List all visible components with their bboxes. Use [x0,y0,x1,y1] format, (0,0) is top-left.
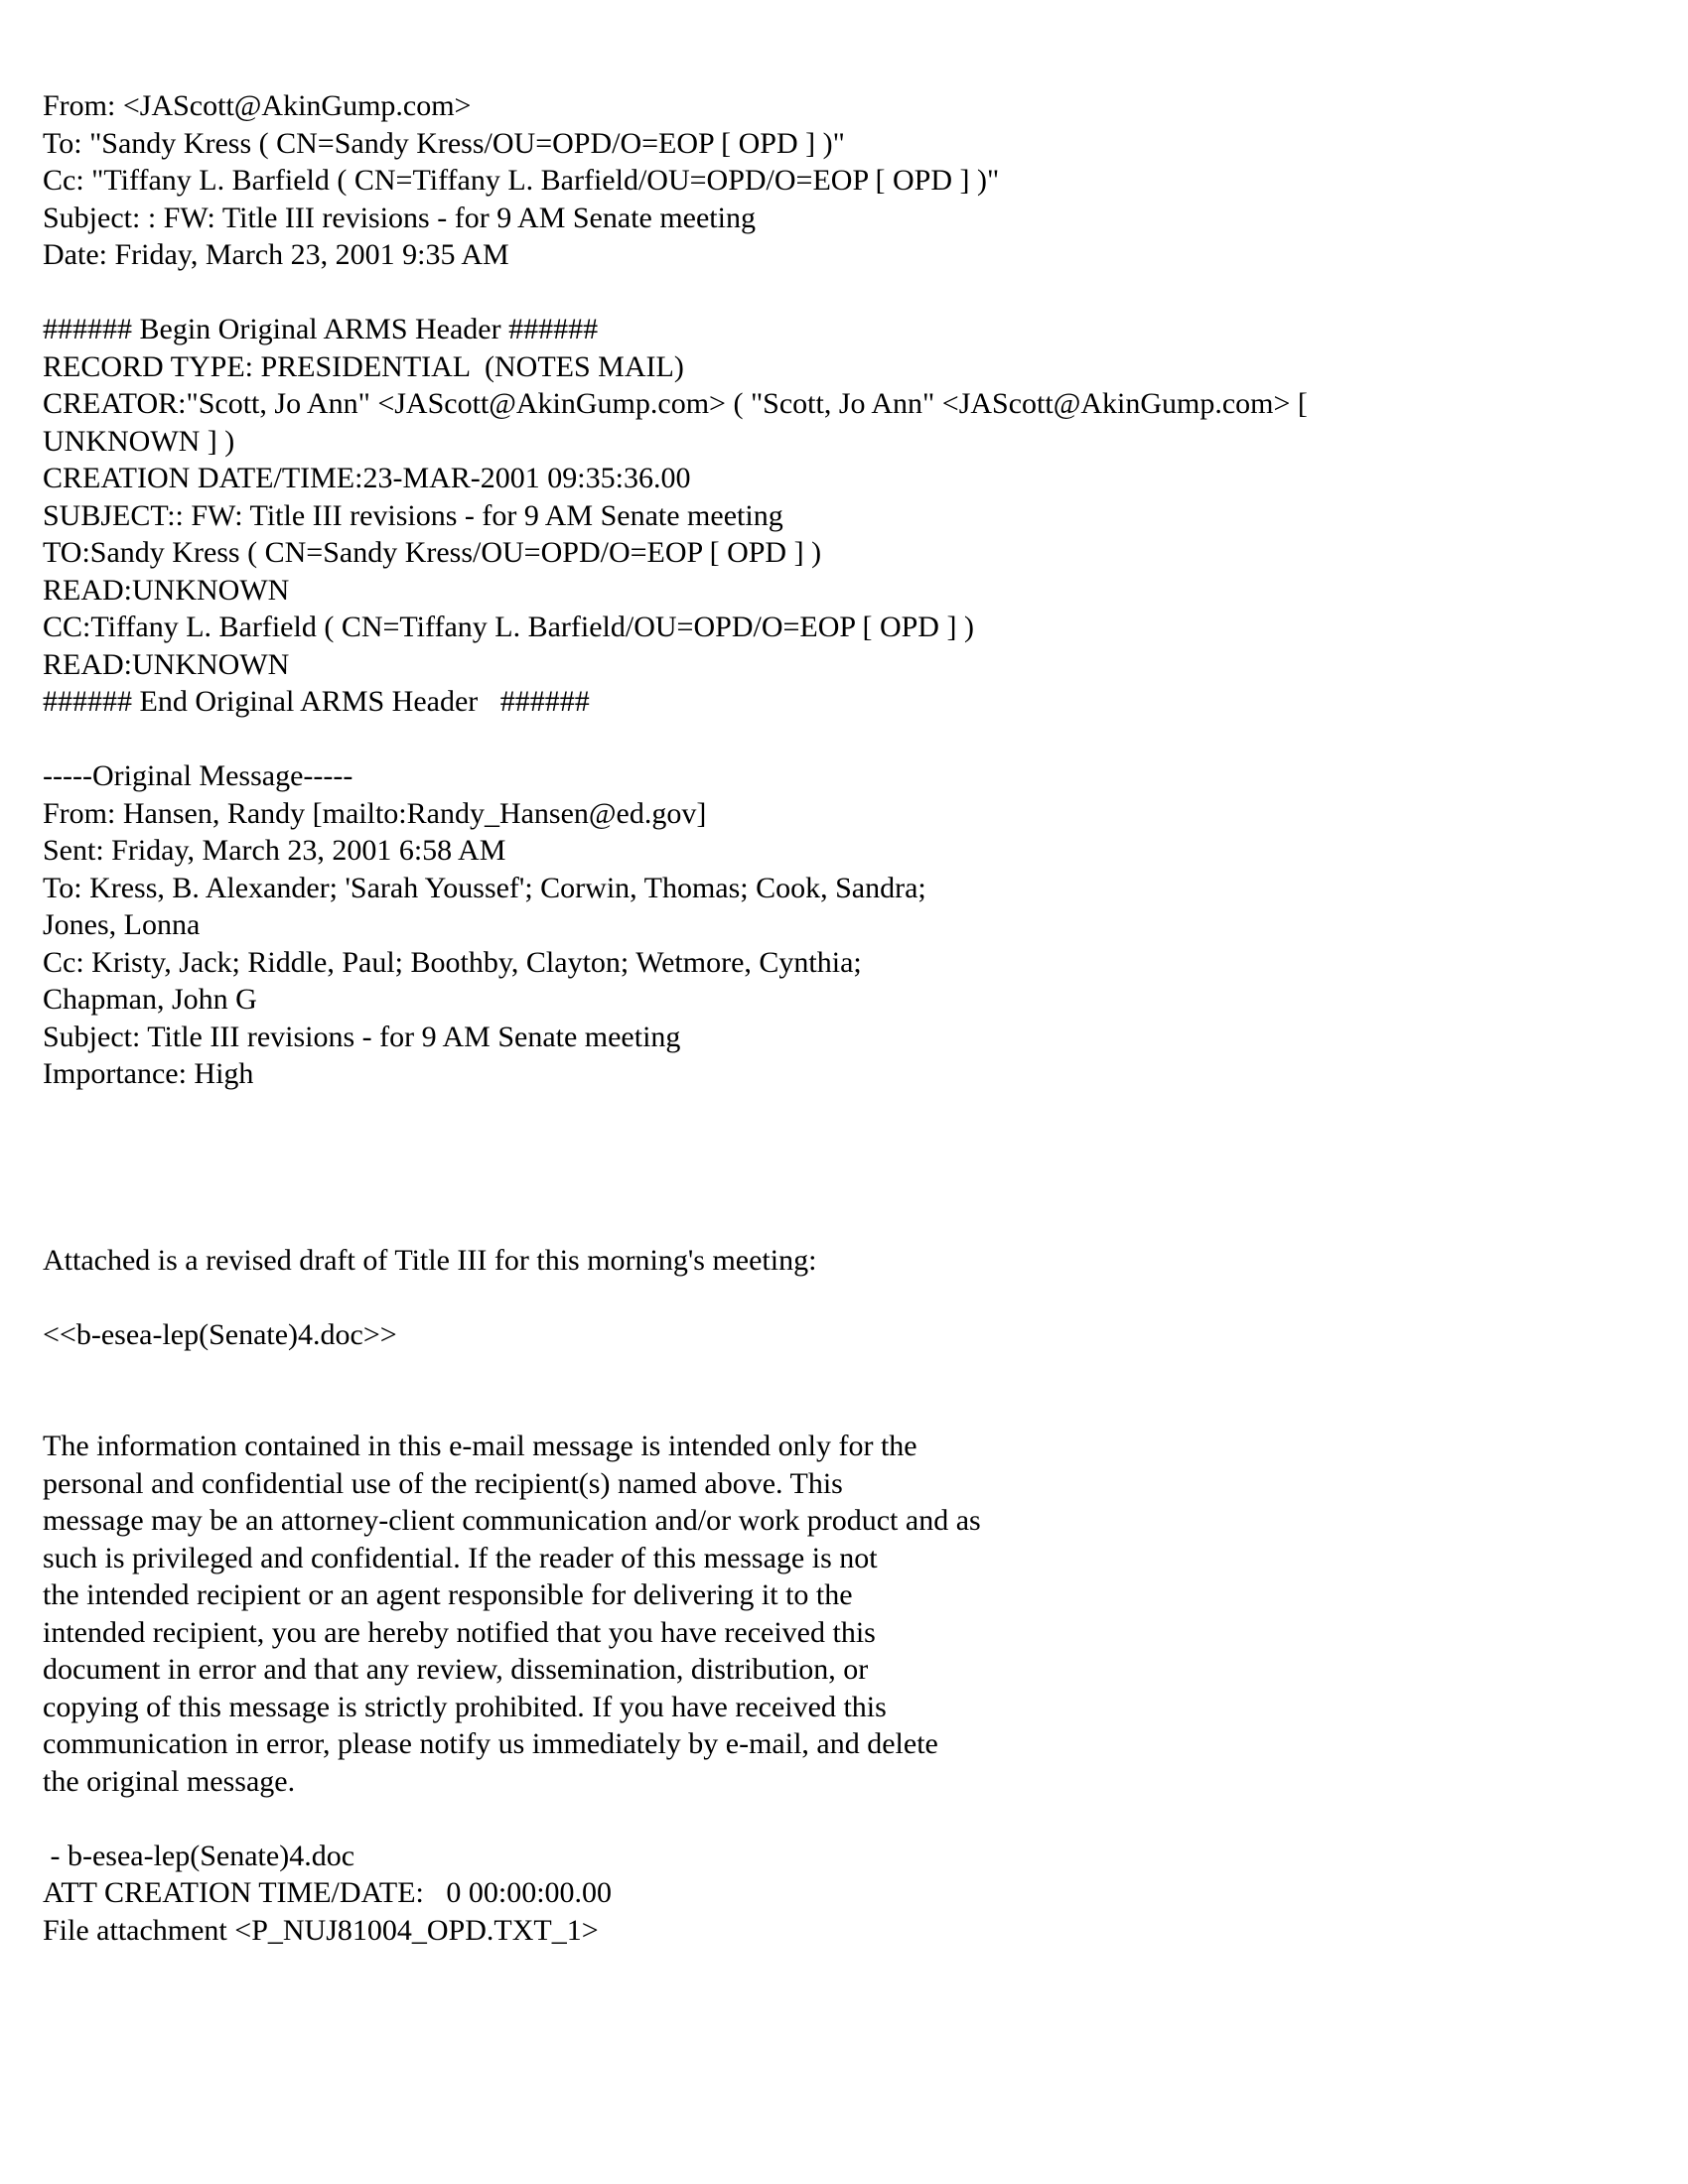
header-cc: Cc: "Tiffany L. Barfield ( CN=Tiffany L. Barfield/OU=OPD/O=EOP [ OPD ] )" [43,164,1000,197]
disclaimer-line: the intended recipient or an agent responsible for delivering it to the [43,1578,853,1611]
attachment-footer [43,1838,1592,1950]
disclaimer-line: message may be an attorney-client communication and/or work product and as [43,1504,981,1537]
spacer [43,1800,1592,1838]
header-date: Date: Friday, March 23, 2001 9:35 AM [43,238,509,271]
email-header [43,87,1592,274]
original-cc-line2: Chapman, John G [43,983,257,1016]
disclaimer-line: copying of this message is strictly prohibited. If you have received this [43,1690,887,1723]
header-to: To: "Sandy Kress ( CN=Sandy Kress/OU=OPD/O=EOP [ OPD ] )" [43,126,845,160]
arms-subject: SUBJECT:: FW: Title III revisions - for 9 AM Senate meeting [43,498,783,532]
body-intro: Attached is a revised draft of Title III for this morning's meeting: [43,1243,817,1277]
original-importance: Importance: High [43,1057,254,1090]
spacer [43,1093,1592,1242]
disclaimer-line: communication in error, please notify us immediately by e-mail, and delete [43,1727,938,1760]
spacer [43,721,1592,758]
disclaimer-line: intended recipient, you are hereby notified that you have received this [43,1615,876,1649]
original-cc-line1: Cc: Kristy, Jack; Riddle, Paul; Boothby, Clayton; Wetmore, Cynthia; [43,945,862,979]
att-creation-time: ATT CREATION TIME/DATE: 0 00:00:00.00 [43,1876,613,1909]
header-subject: Subject: : FW: Title III revisions - for 9 AM Senate meeting [43,201,756,234]
original-message-separator: -----Original Message----- [43,759,353,792]
arms-read-2: READ:UNKNOWN [43,647,290,681]
spacer [43,1279,1592,1316]
message-body [43,1242,1592,1801]
confidentiality-disclaimer [43,1428,1155,1800]
original-to-line1: To: Kress, B. Alexander; 'Sarah Youssef'; Corwin, Thomas; Cook, Sandra; [43,871,926,904]
original-from: From: Hansen, Randy [mailto:Randy_Hansen@ed.gov] [43,796,707,830]
disclaimer-line: such is privileged and confidential. If the reader of this message is not [43,1541,878,1574]
attachment-name: - b-esea-lep(Senate)4.doc [43,1839,355,1872]
arms-end: ###### End Original ARMS Header ###### [43,685,590,718]
arms-header [43,311,1592,721]
arms-cc: CC:Tiffany L. Barfield ( CN=Tiffany L. Barfield/OU=OPD/O=EOP [ OPD ] ) [43,611,974,643]
arms-begin: ###### Begin Original ARMS Header ###### [43,313,599,345]
arms-read-1: READ:UNKNOWN [43,573,290,607]
arms-creator-line2: UNKNOWN ] ) [43,424,235,458]
arms-record-type: RECORD TYPE: PRESIDENTIAL (NOTES MAIL) [43,349,684,383]
spacer [43,1353,1592,1428]
original-sent: Sent: Friday, March 23, 2001 6:58 AM [43,834,506,867]
arms-creation-date: CREATION DATE/TIME:23-MAR-2001 09:35:36.00 [43,462,691,494]
disclaimer-line: the original message. [43,1764,296,1798]
body-attachment-ref: <<b-esea-lep(Senate)4.doc>> [43,1317,397,1351]
arms-to: TO:Sandy Kress ( CN=Sandy Kress/OU=OPD/O=EOP [ OPD ] ) [43,536,822,569]
arms-creator-line1: CREATOR:"Scott, Jo Ann" <JAScott@AkinGump.com> ( "Scott, Jo Ann" <JAScott@AkinGump.com> [ [43,387,1308,420]
disclaimer-line: The information contained in this e-mail message is intended only for the [43,1430,917,1462]
disclaimer-line: personal and confidential use of the recipient(s) named above. This [43,1466,843,1500]
original-message-header [43,757,1592,1093]
file-attachment: File attachment <P_NUJ81004_OPD.TXT_1> [43,1913,599,1947]
header-from: From: <JAScott@AkinGump.com> [43,89,472,122]
original-subject: Subject: Title III revisions - for 9 AM Senate meeting [43,1020,681,1053]
spacer [43,274,1592,312]
email-document [43,87,1592,1949]
disclaimer-line: document in error and that any review, dissemination, distribution, or [43,1653,869,1686]
original-to-line2: Jones, Lonna [43,908,201,941]
